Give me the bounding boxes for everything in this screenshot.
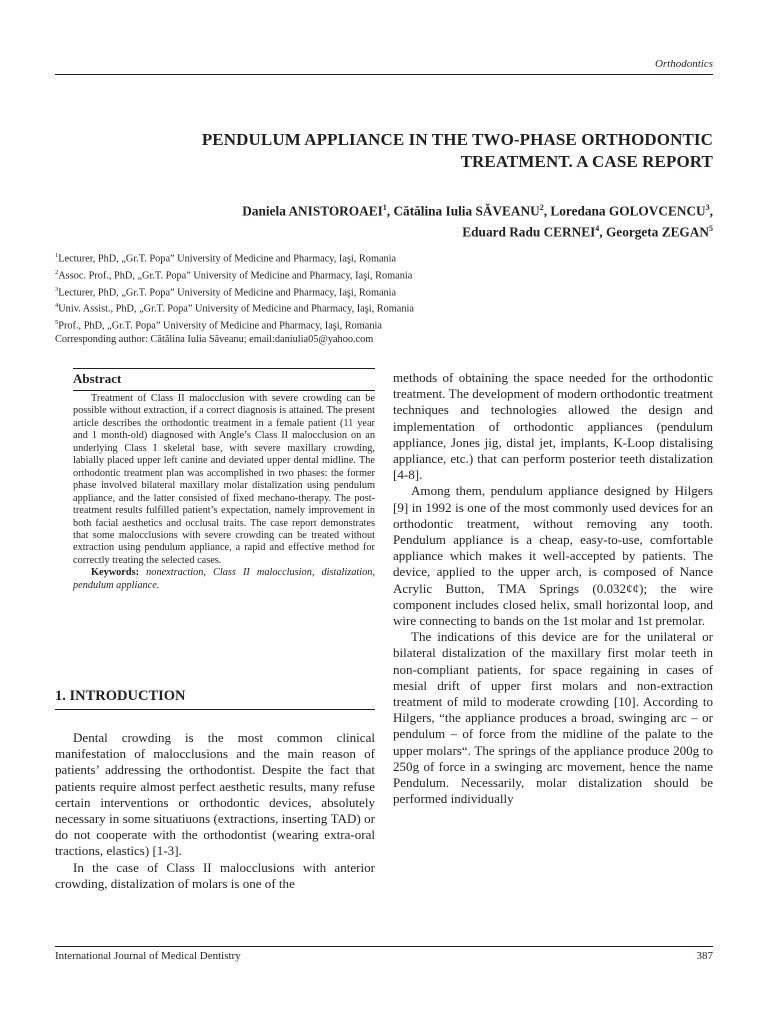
abstract-heading: Abstract (73, 371, 122, 386)
affiliation-item: $^2$Assoc. Prof., PhD, „Gr.T. Popa” University of Medicine and Pharmacy, Iaşi, Romania (55, 268, 413, 282)
title-line-1: PENDULUM APPLIANCE IN THE TWO-PHASE ORTHODONTIC (201, 130, 713, 149)
right-column-text (393, 370, 713, 807)
abstract-paragraph: Treatment of Class II malocclusion with severe crowding can be possible without extraction, if a correct diagnosis is attained. The present article describes the orthodontic treatment in a female patient (11 year and 1 month-old) diagnosed with Angle’s Class II malocclusion on an underlying Class I skeletal base, with severe maxillary crowding, labially placed upper left canine and deviated upper dental midline. The orthodontic treatment plan was accomplished in two phases: the former phase involved bilateral maxillary molar distalization using pendulum appliance, and the latter consisted of fixed mechano-therapy. The post-treatment results fulfilled patient’s expectation, namely improvement in both facial aesthetics and occlusal traits. The case report demonstrates that some malocclusions with severe crowding can be treated without extraction using pendulum appliance, a rapid and effective method for correctly treating the selected cases. (73, 393, 375, 566)
affiliation-item: $^1$Lecturer, PhD, „Gr.T. Popa” University of Medicine and Pharmacy, Iaşi, Romania (55, 252, 397, 265)
author-line-1: Daniela ANISTOROAEI$^1$, Cătălina Iulia SĂVEANU$^2$, Loredana GOLOVCENCU$^3$, (242, 203, 713, 219)
header-rule (55, 74, 713, 75)
abstract-top-rule (73, 368, 375, 369)
body-paragraph: Dental crowding is the most common clinical manifestation of malocclusions and the main reason of patients’ addressing the orthodontist. Despite the fact that patients require almost perfect aesthetic results, many refuse certain interventions or orthodontic devices, absolutely necessary in some situatiuons (extractions, inserting TAD) or do not cooperate with the orthodontist (wearing extra-oral tractions, elastics) [1-3]. (55, 730, 375, 859)
introduction-heading: 1. INTRODUCTION (55, 688, 186, 704)
page-number: 387 (696, 950, 713, 962)
corresponding-author: Corresponding author: Cătălina Iulia Săveanu; email:daniulia05@yahoo.com (55, 334, 374, 346)
author-name: Daniela ANISTOROAEI (242, 203, 383, 219)
author-list (93, 199, 713, 242)
affiliation-item: $^3$Lecturer, PhD, „Gr.T. Popa” University of Medicine and Pharmacy, Iaşi, Romania (55, 285, 397, 299)
body-paragraph: In the case of Class II malocclusions with anterior crowding, distalization of molars is one of the (55, 859, 375, 891)
title-line-2: TREATMENT. A CASE REPORT (460, 152, 713, 171)
affiliation-item: $^5$Prof., PhD, „Gr.T. Popa” University of Medicine and Pharmacy, Iaşi, Romania (55, 319, 382, 332)
affiliation-item: $^4$Univ. Assist., PhD, „Gr.T. Popa” University of Medicine and Pharmacy, Iaşi, Romania (55, 302, 414, 315)
affiliations (55, 249, 695, 347)
body-paragraph: The indications of this device are for the unilateral or bilateral distalization of the maxillary first molar teeth in non-compliant patients, for space regaining in cases of mesial drift of upper first molars and non-extraction treatment of mild to moderate crowding [10]. According to Hilgers, “the appliance produces a broad, swinging arc – or pendulum – of force from the midline of the palate to the upper molars“. The springs of the appliance produce 200g to 250g of force in a swinging arc movement, hence the name Pendulum. Necessarily, molar distalization should be performed individually (393, 629, 713, 807)
abstract-body (73, 393, 375, 592)
article-title (113, 129, 713, 173)
body-paragraph: Among them, pendulum appliance designed by Hilgers [9] in 1992 is one of the most commonly used devices for an orthodontic treatment, without removing any tooth. Pendulum appliance is a cheap, easy-to-use, comfortable appliance which makes it well-accepted by patients. The device, applied to the upper arch, is composed of Nance Acrylic Button, TMA Springs (0.032¢¢); the wire component includes closed helix, small horizontal loop, and wire connecting to bands on the 1st molar and 1st premolar. (393, 483, 713, 629)
abstract-heading-rule (73, 390, 375, 391)
author-name: Loredana GOLOVCENCU (550, 203, 706, 219)
author-name: Cătălina Iulia SĂVEANU (393, 203, 540, 219)
left-column-text (55, 730, 375, 892)
body-paragraph: methods of obtaining the space needed for the orthodontic treatment. The development of modern orthodontic treatment techniques and technologies allowed the design and implementation of orthodontic appliances (pendulum appliance, Jones jig, distal jet, implants, K-Loop distalising appliance, etc.) that can perform posterior teeth distalization [4-8]. (393, 370, 713, 483)
section-label: Orthodontics (654, 58, 713, 70)
author-name: Eduard Radu CERNEI (462, 224, 596, 240)
journal-name: International Journal of Medical Dentistry (55, 950, 241, 962)
footer-rule (55, 946, 713, 947)
author-name: Georgeta ZEGAN (605, 224, 709, 240)
introduction-rule (55, 709, 375, 710)
keywords: Keywords: nonextraction, Class II malocclusion, distalization, pendulum appliance. (73, 567, 375, 591)
author-line-2: Eduard Radu CERNEI$^4$, Georgeta ZEGAN$^5$ (462, 224, 713, 240)
